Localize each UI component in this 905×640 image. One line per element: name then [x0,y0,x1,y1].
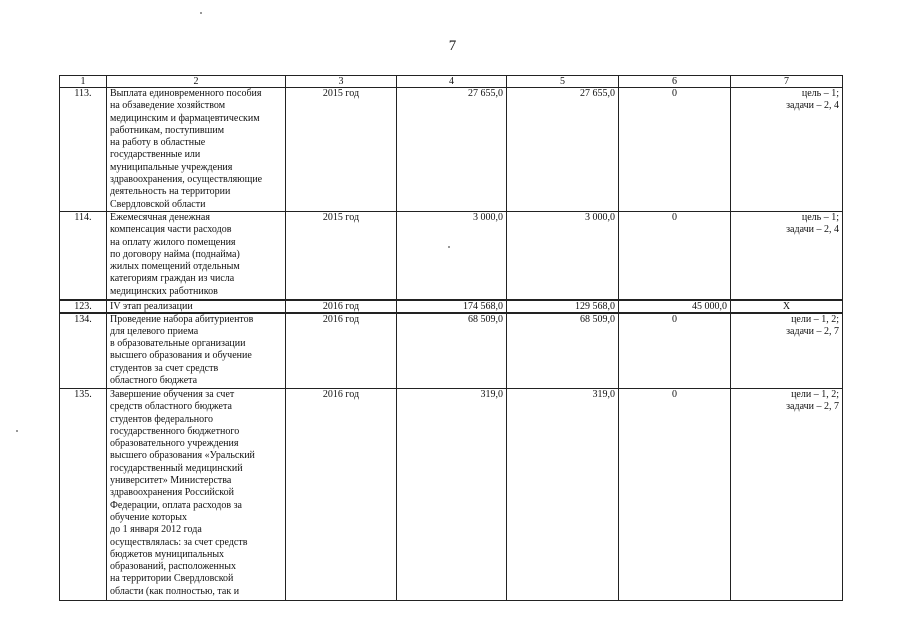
row-number: 135. [60,389,107,601]
row-col5: 68 509,0 [507,313,619,389]
row-col5: 129 568,0 [507,300,619,313]
row-year: 2016 год [286,389,397,601]
row-number: 114. [60,212,107,300]
row-goals: цель – 1; задачи – 2, 4 [731,88,843,212]
row-number: 113. [60,88,107,212]
table-row [60,212,843,300]
row-year: 2016 год [286,300,397,313]
column-header: 1 [60,76,107,88]
row-col5: 3 000,0 [507,212,619,300]
row-col5: 27 655,0 [507,88,619,212]
page-number: 7 [448,38,457,54]
row-goals: цели – 1, 2; задачи – 2, 7 [731,389,843,601]
row-goals: цели – 1, 2; задачи – 2, 7 [731,313,843,389]
row-col6: 0 [619,212,731,300]
row-goals: Х [731,300,843,313]
row-total: 174 568,0 [397,300,507,313]
table-header-row [60,76,843,88]
row-col6: 0 [619,313,731,389]
row-total: 27 655,0 [397,88,507,212]
table-row-stage [60,300,843,313]
row-total: 319,0 [397,389,507,601]
row-description: Завершение обучения за счет средств областного бюджета студентов федерального государственного бюджетного образовательного учреждения высшего образования «Уральский государственный медицинский университет» Министерства здравоохранения Российской Федерации, оплата расходов за обучение которых до 1 января 2012 года осуществлялась: за счет средств бюджетов муниципальных образований, расположенных на территории Свердловской области (как полностью, так и [107,389,286,601]
row-number: 123. [60,300,107,313]
column-header: 2 [107,76,286,88]
scan-speck [448,246,450,248]
column-header: 4 [397,76,507,88]
row-description: Ежемесячная денежная компенсация части расходов на оплату жилого помещения по договору найма (поднайма) жилых помещений отдельным категориям граждан из числа медицинских работников [107,212,286,300]
row-number: 134. [60,313,107,389]
row-total: 68 509,0 [397,313,507,389]
scan-speck [16,430,18,432]
table-row [60,389,843,601]
table-row [60,313,843,389]
table-row [60,88,843,212]
row-year: 2016 год [286,313,397,389]
column-header: 7 [731,76,843,88]
row-col6: 45 000,0 [619,300,731,313]
row-year: 2015 год [286,212,397,300]
program-table [59,75,843,601]
row-goals: цель – 1; задачи – 2, 4 [731,212,843,300]
column-header: 5 [507,76,619,88]
row-year: 2015 год [286,88,397,212]
scan-speck [200,12,202,14]
row-total: 3 000,0 [397,212,507,300]
column-header: 3 [286,76,397,88]
row-description: Проведение набора абитуриентов для целевого приема в образовательные организации высшего образования и обучение студентов за счет средств областного бюджета [107,313,286,389]
column-header: 6 [619,76,731,88]
row-description: Выплата единовременного пособия на обзаведение хозяйством медицинским и фармацевтическим работникам, поступившим на работу в областные государственные или муниципальные учреждения здравоохранения, осуществляющие деятельность на территории Свердловской области [107,88,286,212]
row-col5: 319,0 [507,389,619,601]
row-col6: 0 [619,88,731,212]
row-description: IV этап реализации [107,300,286,313]
row-col6: 0 [619,389,731,601]
